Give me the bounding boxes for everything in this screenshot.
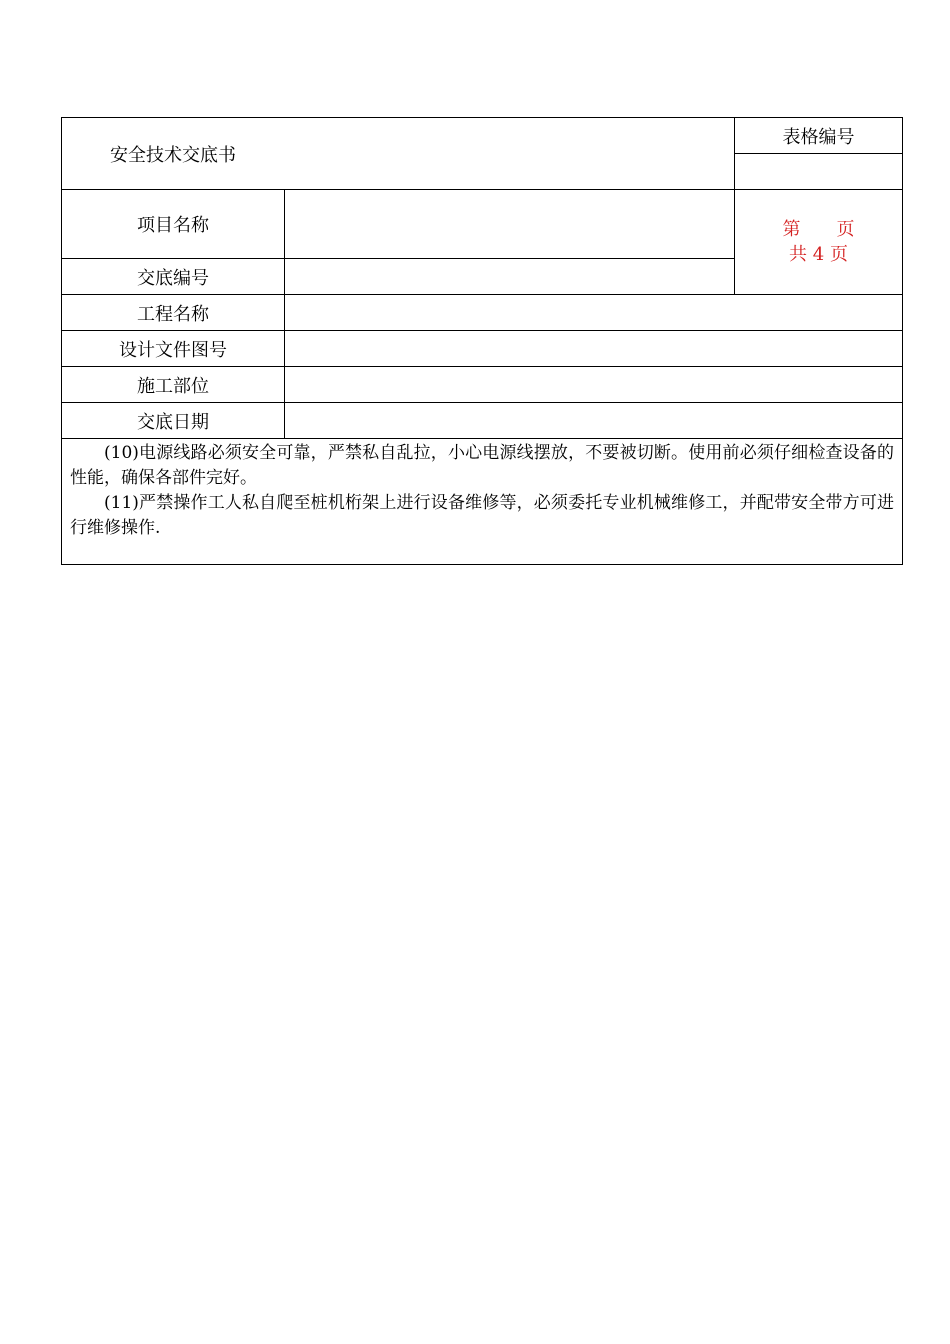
field-label-construction-part: 施工部位: [137, 375, 209, 397]
form-number-value[interactable]: [735, 154, 902, 189]
field-label-briefing-number: 交底编号: [137, 267, 209, 289]
field-value-design-drawing-number[interactable]: [285, 331, 902, 366]
field-value-project-name[interactable]: [285, 190, 734, 258]
field-value-briefing-date[interactable]: [285, 403, 902, 438]
field-label-project-name: 项目名称: [137, 215, 209, 236]
briefing-content: [62, 439, 902, 541]
field-label-engineering-name: 工程名称: [137, 303, 209, 325]
form-number-label: 表格编号: [782, 126, 855, 148]
field-value-engineering-name[interactable]: [285, 295, 902, 330]
form-title: 安全技术交底书: [110, 144, 236, 166]
safety-briefing-form: [61, 117, 903, 565]
field-label-design-drawing-number: 设计文件图号: [119, 339, 227, 361]
content-paragraph: (11)严禁操作工人私自爬至桩机桁架上进行设备维修等，必须委托专业机械维修工，并配带安全带方可进行维修操作.: [70, 493, 894, 538]
field-label-briefing-date: 交底日期: [137, 411, 209, 433]
page-total-text: 共 4 页: [789, 244, 848, 265]
page-indicator: [735, 190, 902, 294]
content-paragraph: (10)电源线路必须安全可靠，严禁私自乱拉，小心电源线摆放，不要被切断。使用前必须仔细检查设备的性能，确保各部件完好。: [70, 443, 894, 488]
field-value-briefing-number[interactable]: [285, 259, 734, 294]
page-number-text: 第 页: [782, 219, 855, 240]
field-value-construction-part[interactable]: [285, 367, 902, 402]
